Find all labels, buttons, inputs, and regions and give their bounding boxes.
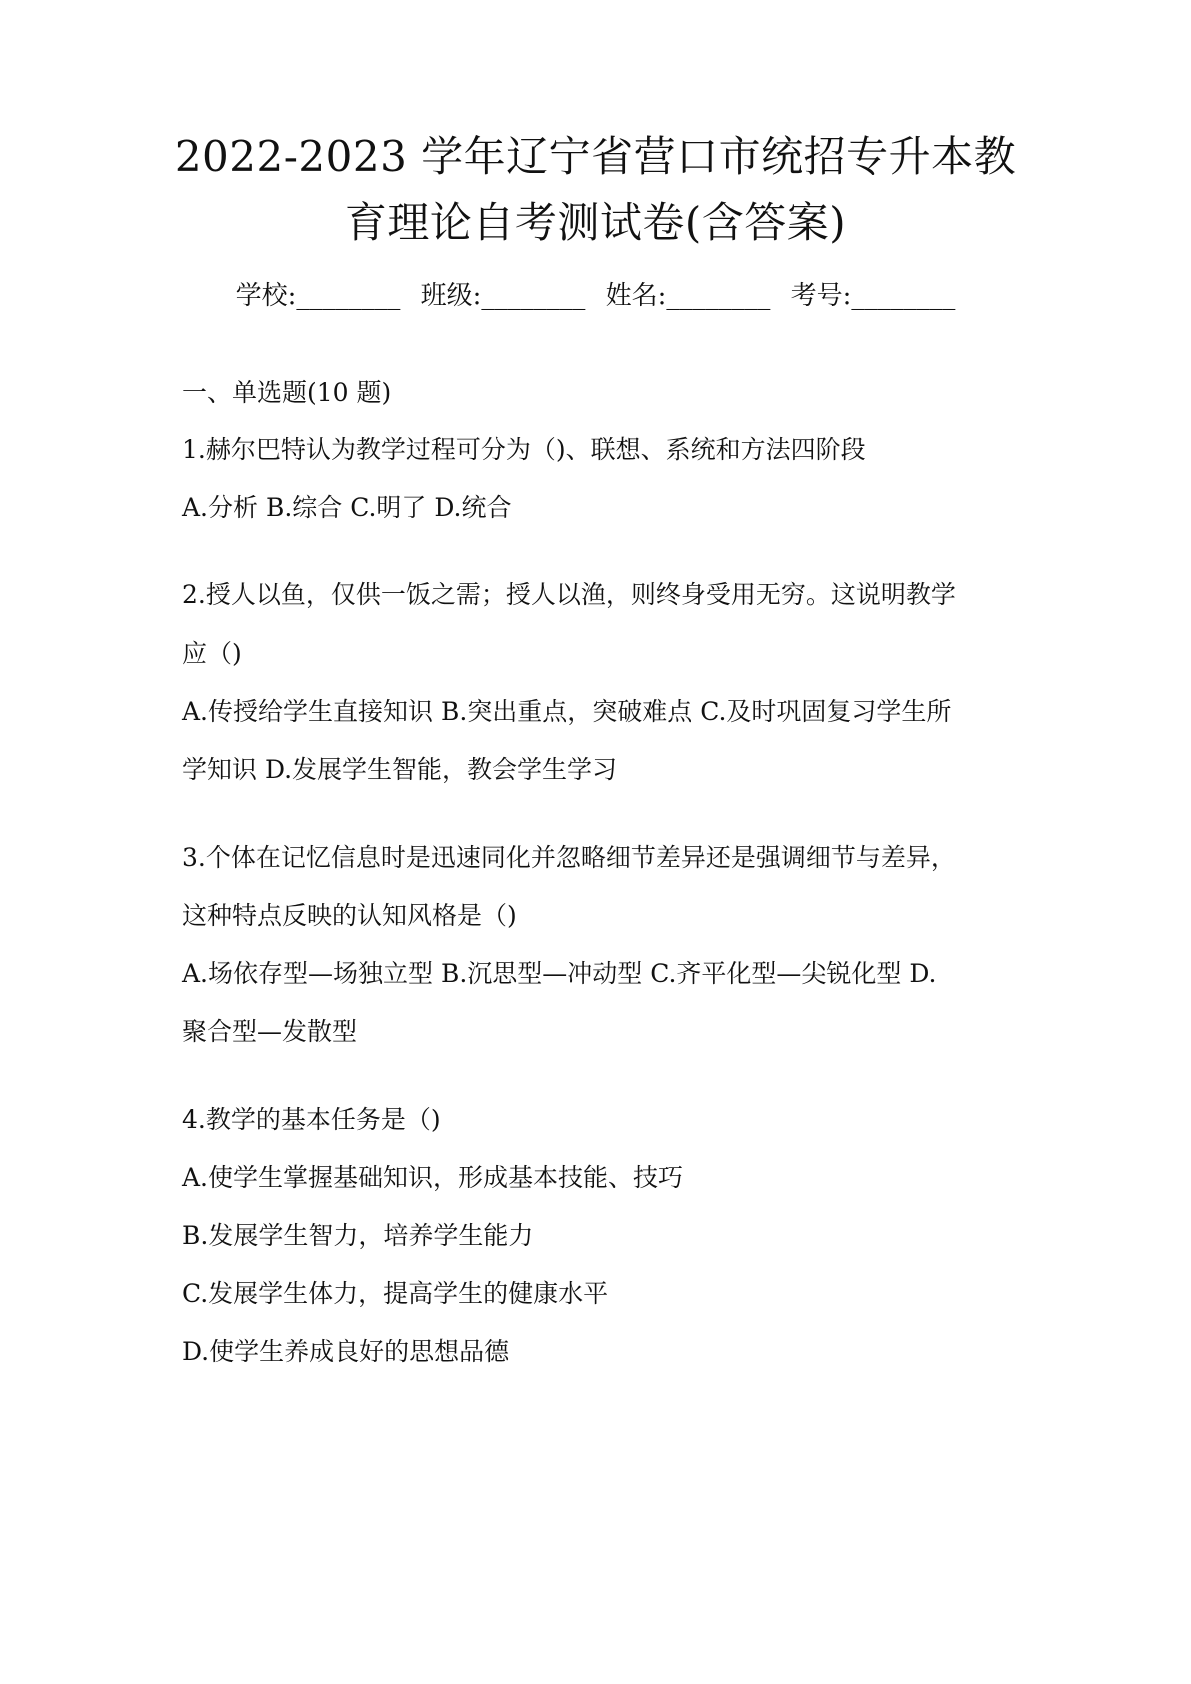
question-4-option-c: C.发展学生体力，提高学生的健康水平: [182, 1279, 609, 1308]
exam-number-field: 考号:________: [790, 281, 956, 311]
question-2-stem-line-2: 应（): [182, 639, 242, 668]
question-4-stem: 4.教学的基本任务是（): [182, 1105, 441, 1134]
name-field: 姓名:________: [605, 281, 771, 311]
section-heading: 一、单选题(10 题): [182, 378, 392, 407]
question-4-option-a: A.使学生掌握基础知识，形成基本技能、技巧: [182, 1163, 684, 1192]
question-4-option-b: B.发展学生智力，培养学生能力: [182, 1221, 534, 1250]
exam-title-line-1: 2022-2023 学年辽宁省营口市统招专升本教: [174, 132, 1017, 181]
class-field: 班级:________: [420, 281, 586, 311]
question-1-options: A.分析 B.综合 C.明了 D.统合: [182, 493, 512, 522]
exam-title-line-2: 育理论自考测试卷(含答案): [344, 198, 847, 247]
question-3-stem-line-2: 这种特点反映的认知风格是（): [182, 901, 517, 930]
question-1-stem: 1.赫尔巴特认为教学过程可分为（)、联想、系统和方法四阶段: [182, 435, 866, 464]
question-3-stem-line-1: 3.个体在记忆信息时是迅速同化并忽略细节差异还是强调细节与差异，: [182, 843, 956, 872]
question-4-option-d: D.使学生养成良好的思想品德: [182, 1337, 510, 1366]
student-info-row: [120, 278, 1071, 314]
question-3-options-line-2: 聚合型—发散型: [182, 1017, 358, 1046]
question-2-options-line-2: 学知识 D.发展学生智能，教会学生学习: [182, 755, 618, 784]
question-3-options-line-1: A.场依存型—场独立型 B.沉思型—冲动型 C.齐平化型—尖锐化型 D.: [182, 959, 937, 988]
school-field: 学校:________: [235, 281, 401, 311]
question-2-stem-line-1: 2.授人以鱼，仅供一饭之需；授人以渔，则终身受用无穷。这说明教学: [182, 580, 956, 609]
question-2-options-line-1: A.传授给学生直接知识 B.突出重点，突破难点 C.及时巩固复习学生所: [182, 697, 952, 726]
